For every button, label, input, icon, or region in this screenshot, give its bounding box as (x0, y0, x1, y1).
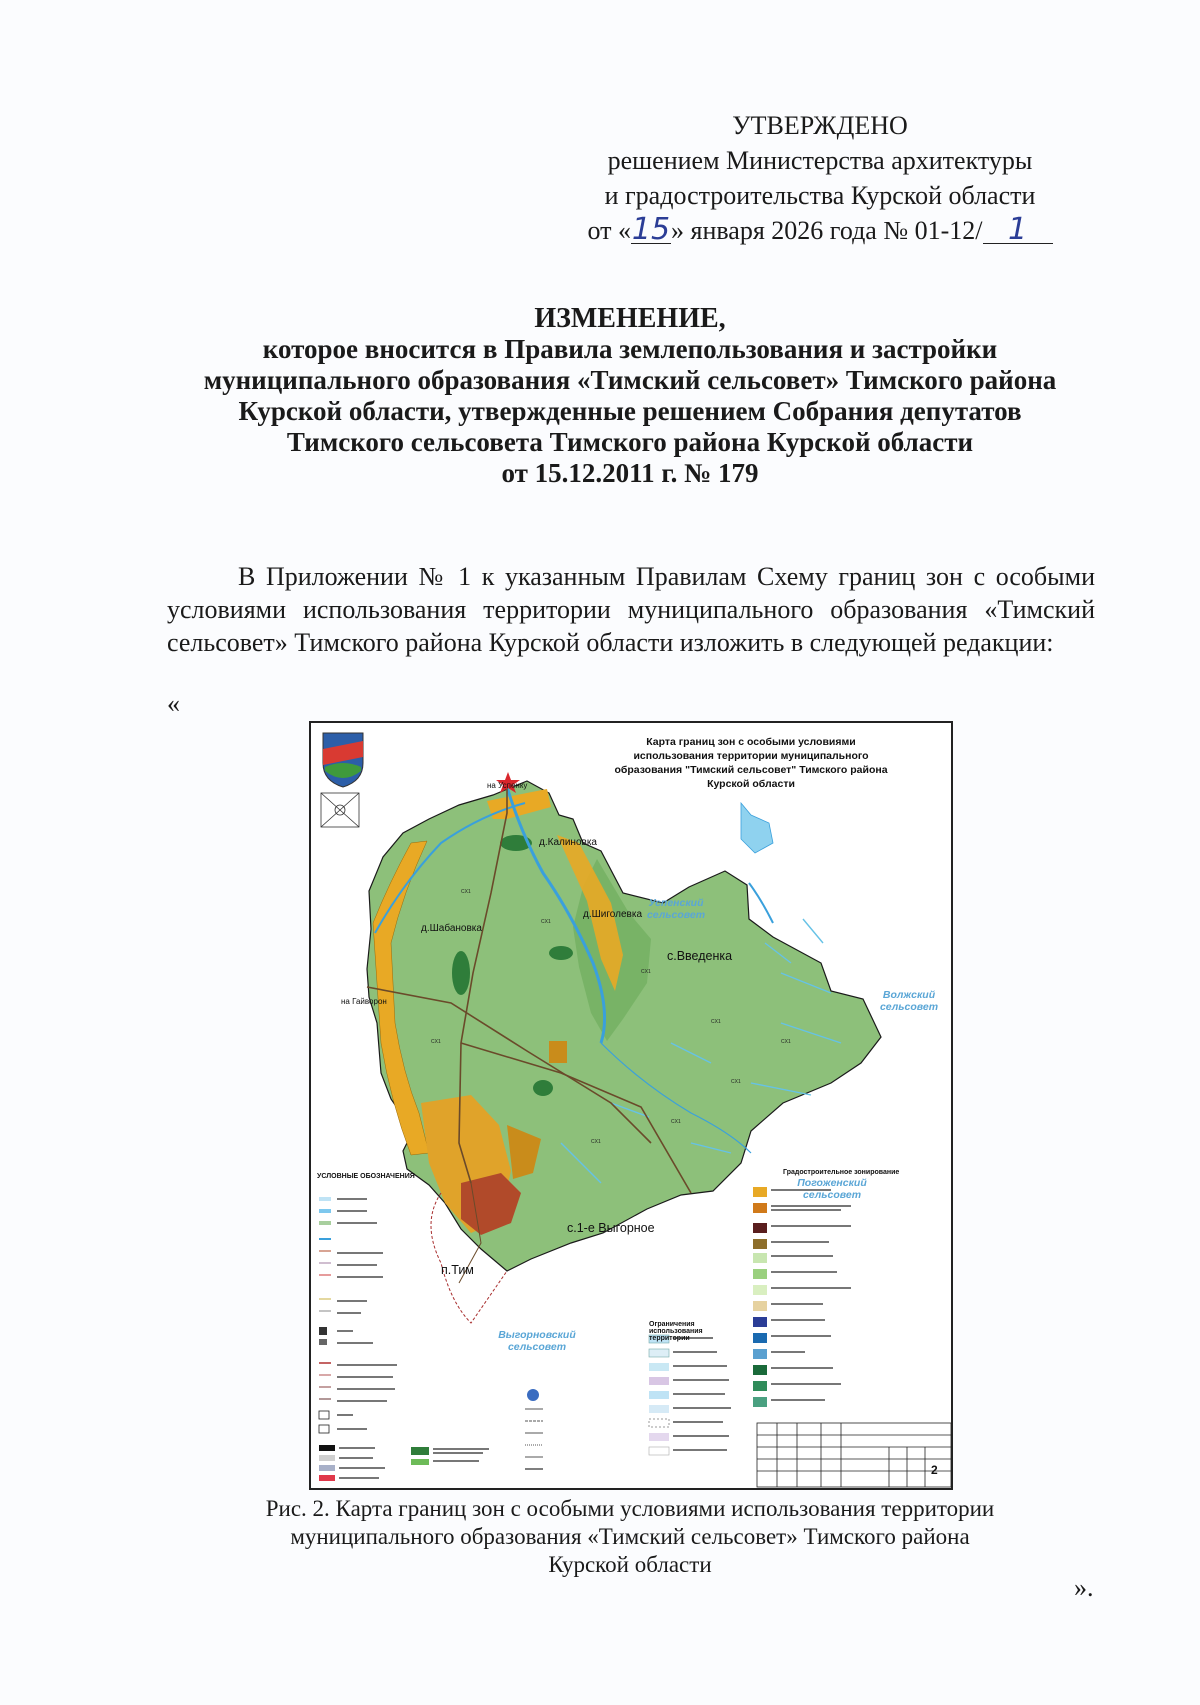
legend-middle (407, 1439, 507, 1485)
title-block (757, 1423, 951, 1487)
neighbour-pogozhensky: Погоженский сельсовет (797, 1177, 867, 1201)
compass-rose-icon (321, 793, 359, 827)
settlement-shigolevka: д.Шиголевка (583, 909, 642, 920)
body-paragraph: В Приложении № 1 к указанным Правилам Схему границ зон с особыми условиями использования территории муниципального образования «Тимский сельсовет» Тимского района Курской области изложить в следующей редакции: (167, 562, 1095, 657)
approval-date-middle: » января 2026 года № 01-12/ (671, 216, 983, 245)
svg-text:CX1: CX1 (671, 1119, 681, 1125)
caption-line-2: муниципального образования «Тимский сельсовет» Тимского района (290, 1524, 970, 1549)
approval-date-prefix: от « (587, 216, 631, 245)
map-drawing (311, 723, 953, 1490)
map-title: Карта границ зон с особыми условиями использования территории муниципального образования "Тимский сельсовет" Тимского района Курской области (614, 736, 888, 790)
svg-text:CX1: CX1 (711, 1019, 721, 1025)
heading-line-3: Курской области, утвержденные решением Собрания депутатов (238, 396, 1022, 426)
sheet-number: 2 (931, 1463, 938, 1477)
neighbour-vygorensky: Выгорновский сельсовет (498, 1329, 576, 1353)
svg-text:CX1: CX1 (641, 969, 651, 975)
settlement-vygornoe: с.1-е Выгорное (567, 1221, 655, 1235)
approval-number-handwritten: 1 (983, 217, 1053, 244)
heading-line-5: от 15.12.2011 г. № 179 (501, 458, 759, 488)
legend-title-zoning: Градостроительное зонирование (783, 1169, 900, 1176)
heading-line-2: муниципального образования «Тимский сельсовет» Тимского района (203, 365, 1057, 395)
approval-block (540, 108, 1100, 248)
settlement-vvedenka: с.Введенка (667, 949, 733, 963)
svg-text:CX1: CX1 (591, 1139, 601, 1145)
document-heading (150, 303, 1110, 489)
settlement-shabanovka: д.Шабановка (421, 923, 482, 934)
approval-line-region: и градостроительства Курской области (604, 181, 1036, 210)
svg-text:CX1: CX1 (461, 889, 471, 895)
map-figure (309, 721, 953, 1490)
caption-line-3: Курской области (548, 1552, 712, 1577)
svg-text:CX1: CX1 (731, 1079, 741, 1085)
approval-title: УТВЕРЖДЕНО (732, 111, 908, 140)
heading-line-4: Тимского сельсовета Тимского района Курской области (286, 427, 974, 457)
approval-line-ministry: решением Министерства архитектуры (607, 146, 1033, 175)
road-label-gaivoron: на Гайворон (341, 997, 387, 1006)
quote-close: ». (1074, 1573, 1094, 1602)
neighbour-uspenskiy: Успенский сельсовет (646, 897, 706, 921)
legend-title-conventional: УСЛОВНЫЕ ОБОЗНАЧЕНИЯ (317, 1173, 415, 1180)
coat-of-arms-icon (323, 733, 363, 787)
neighbour-nizhnekotsky: Волжский сельсовет (879, 989, 939, 1013)
legend-left (315, 1169, 405, 1485)
svg-text:CX1: CX1 (781, 1039, 791, 1045)
svg-text:CX1: CX1 (431, 1039, 441, 1045)
settlement-tim: п.Тим (441, 1263, 474, 1277)
svg-text:CX1: CX1 (541, 919, 551, 925)
figure-caption (200, 1495, 1060, 1579)
quote-open: « (167, 689, 180, 718)
legend-title-restrictions: Ограничения использования территории (649, 1321, 703, 1342)
settlement-kalinovka: д.Калиновка (539, 837, 597, 848)
road-label-uspenka: на Успенку (487, 781, 528, 790)
approval-date-line (540, 213, 1100, 248)
heading-line-1: которое вносится в Правила землепользования и застройки (262, 334, 998, 364)
approval-day-handwritten: 15 (631, 212, 671, 247)
caption-line-1: Рис. 2. Карта границ зон с особыми условиями использования территории (265, 1496, 995, 1521)
document-title: ИЗМЕНЕНИЕ, (534, 303, 726, 334)
